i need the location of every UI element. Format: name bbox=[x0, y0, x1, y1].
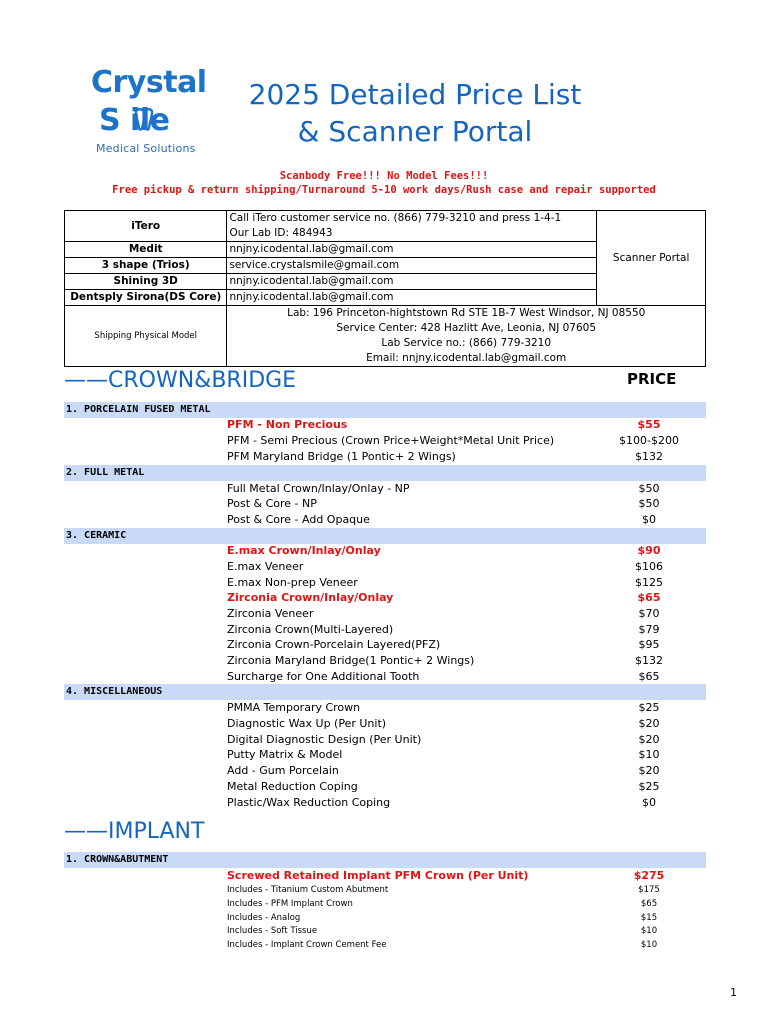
category-full-metal: 2. FULL METAL bbox=[64, 465, 706, 481]
logo-line1: Crystal bbox=[91, 65, 207, 100]
item-price: $50 bbox=[638, 497, 660, 510]
itero-label: iTero bbox=[65, 211, 227, 242]
item-price: $70 bbox=[638, 607, 660, 620]
item-name: Post & Core - NP bbox=[227, 497, 317, 510]
item-price: $175 bbox=[638, 885, 660, 895]
item-name: PFM Maryland Bridge (1 Pontic+ 2 Wings) bbox=[227, 450, 456, 463]
trios-label: 3 shape (Trios) bbox=[65, 258, 227, 274]
item-price: $90 bbox=[637, 544, 661, 557]
dentsply-email: nnjny.icodental.lab@gmail.com bbox=[227, 290, 597, 306]
medit-email: nnjny.icodental.lab@gmail.com bbox=[227, 242, 597, 258]
item-name: Includes - Titanium Custom Abutment bbox=[227, 885, 389, 895]
title-line2: & Scanner Portal bbox=[297, 115, 533, 148]
price-column-heading: PRICE bbox=[627, 370, 677, 388]
promo-line1: Scanbody Free!!! No Model Fees!!! bbox=[279, 170, 489, 182]
crown-bridge-heading: ——CROWN&BRIDGE bbox=[64, 368, 297, 393]
item-price: $25 bbox=[638, 701, 660, 714]
item-price: $65 bbox=[637, 591, 661, 604]
logo-tagline: Medical Solutions bbox=[96, 142, 196, 155]
implant-heading: ——IMPLANT bbox=[64, 819, 205, 844]
item-price: $79 bbox=[638, 623, 660, 636]
item-name: Metal Reduction Coping bbox=[227, 780, 358, 793]
item-name: Digital Diagnostic Design (Per Unit) bbox=[227, 733, 422, 746]
item-name: Includes - PFM Implant Crown bbox=[227, 899, 353, 909]
item-price: $125 bbox=[635, 576, 663, 589]
item-price: $0 bbox=[642, 796, 656, 809]
item-name: Post & Core - Add Opaque bbox=[227, 513, 370, 526]
item-price: $100-$200 bbox=[619, 434, 679, 447]
item-name: Includes - Soft Tissue bbox=[227, 926, 318, 936]
lab-service-phone: Lab Service no.: (866) 779-3210 bbox=[381, 337, 552, 349]
logo-line2: S ile bbox=[99, 103, 170, 138]
item-price: $15 bbox=[640, 913, 658, 923]
item-name: PMMA Temporary Crown bbox=[227, 701, 361, 714]
scanner-portal-label: Scanner Portal bbox=[597, 211, 706, 306]
item-price: $95 bbox=[638, 638, 660, 651]
category-crown-abutment: 1. CROWN&ABUTMENT bbox=[64, 852, 706, 868]
category-miscellaneous: 4. MISCELLANEOUS bbox=[64, 684, 706, 700]
page-number: 1 bbox=[730, 986, 737, 999]
medit-label: Medit bbox=[65, 242, 227, 258]
page-title bbox=[215, 76, 615, 150]
promo-line2: Free pickup & return shipping/Turnaround 5-10 work days/Rush case and repair supported bbox=[112, 184, 656, 196]
shipping-label: Shipping Physical Model bbox=[65, 306, 227, 367]
category-porcelain-fused-metal: 1. PORCELAIN FUSED METAL bbox=[64, 402, 706, 418]
item-name: PFM - Semi Precious (Crown Price+Weight*Metal Unit Price) bbox=[227, 434, 555, 447]
item-price: $65 bbox=[638, 670, 660, 683]
item-name: PFM - Non Precious bbox=[227, 418, 348, 431]
lab-email: Email: nnjny.icodental.lab@gmail.com bbox=[366, 352, 567, 364]
item-price: $132 bbox=[635, 654, 663, 667]
itero-value bbox=[227, 211, 597, 242]
item-name: Full Metal Crown/Inlay/Onlay - NP bbox=[227, 482, 410, 495]
item-price: $25 bbox=[638, 780, 660, 793]
item-name: Surcharge for One Additional Tooth bbox=[227, 670, 420, 683]
shining-label: Shining 3D bbox=[65, 274, 227, 290]
item-price: $55 bbox=[637, 418, 661, 431]
item-price: $20 bbox=[638, 717, 660, 730]
service-center-address: Service Center: 428 Hazlitt Ave, Leonia, NJ 07605 bbox=[336, 322, 597, 334]
lab-address: Lab: 196 Princeton-hightstown Rd STE 1B-7 West Windsor, NJ 08550 bbox=[287, 307, 646, 319]
shipping-address bbox=[227, 306, 706, 367]
item-price: $275 bbox=[633, 869, 665, 882]
tooth-icon bbox=[133, 108, 155, 132]
item-price: $20 bbox=[638, 733, 660, 746]
scanner-portal-table bbox=[64, 210, 706, 367]
item-name: Screwed Retained Implant PFM Crown (Per Unit) bbox=[227, 869, 529, 882]
item-name: Zirconia Crown/Inlay/Onlay bbox=[227, 591, 394, 604]
item-name: E.max Crown/Inlay/Onlay bbox=[227, 544, 381, 557]
item-name: E.max Veneer bbox=[227, 560, 304, 573]
dentsply-label: Dentsply Sirona(DS Core) bbox=[65, 290, 227, 306]
item-name: Includes - Analog bbox=[227, 913, 301, 923]
item-name: Diagnostic Wax Up (Per Unit) bbox=[227, 717, 387, 730]
item-name: Includes - Implant Crown Cement Fee bbox=[227, 940, 387, 950]
item-name: Add - Gum Porcelain bbox=[227, 764, 339, 777]
item-price: $132 bbox=[635, 450, 663, 463]
crystal-smile-logo bbox=[86, 66, 218, 158]
item-name: Zirconia Crown-Porcelain Layered(PFZ) bbox=[227, 638, 441, 651]
item-price: $10 bbox=[638, 748, 660, 761]
title-line1: 2025 Detailed Price List bbox=[248, 78, 582, 111]
item-name: Zirconia Maryland Bridge(1 Pontic+ 2 Wings) bbox=[227, 654, 475, 667]
item-name: Zirconia Veneer bbox=[227, 607, 314, 620]
shining-email: nnjny.icodental.lab@gmail.com bbox=[227, 274, 597, 290]
item-name: Putty Matrix & Model bbox=[227, 748, 343, 761]
item-price: $10 bbox=[640, 926, 658, 936]
item-price: $106 bbox=[635, 560, 663, 573]
category-ceramic: 3. CERAMIC bbox=[64, 528, 706, 544]
item-name: Zirconia Crown(Multi-Layered) bbox=[227, 623, 394, 636]
item-price: $20 bbox=[638, 764, 660, 777]
item-price: $65 bbox=[640, 899, 658, 909]
item-price: $10 bbox=[640, 940, 658, 950]
item-name: Plastic/Wax Reduction Coping bbox=[227, 796, 391, 809]
item-price: $0 bbox=[642, 513, 656, 526]
trios-email: service.crystalsmile@gmail.com bbox=[227, 258, 597, 274]
item-name: E.max Non-prep Veneer bbox=[227, 576, 358, 589]
itero-line1: Call iTero customer service no. (866) 779-3210 and press 1-4-1 bbox=[229, 212, 562, 224]
itero-lab-id: Our Lab ID: 484943 bbox=[229, 227, 333, 239]
item-price: $50 bbox=[638, 482, 660, 495]
